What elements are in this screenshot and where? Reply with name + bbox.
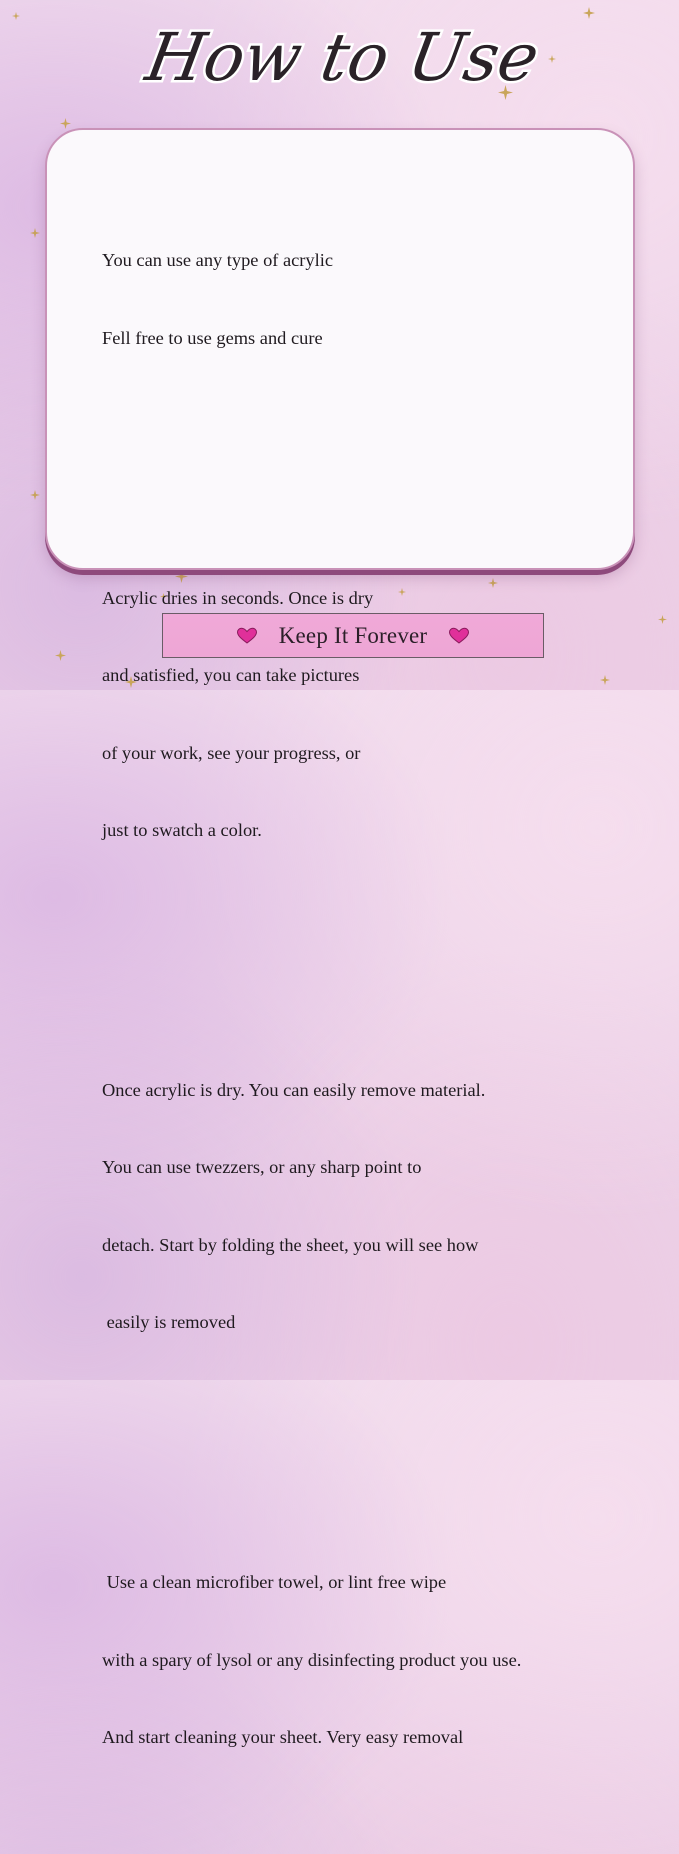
instruction-line: of your work, see your progress, or (102, 742, 361, 763)
keep-it-forever-label: Keep It Forever (278, 622, 428, 648)
instruction-line: Acrylic dries in seconds. Once is dry (102, 587, 374, 608)
instructions-text (102, 145, 623, 1854)
instruction-line: easily is removed (102, 1312, 236, 1333)
instructions-paragraph-4 (102, 1519, 623, 1803)
instruction-line: and satisfied, you can take pictures (102, 665, 360, 686)
page-title-shadow: How to Use (140, 18, 545, 96)
sparkle-icon (55, 650, 66, 661)
sparkle-icon (30, 228, 40, 238)
instruction-line: You can use twezzers, or any sharp point to (102, 1157, 422, 1178)
heart-icon (237, 628, 257, 644)
instruction-line: You can use any type of acrylic (102, 250, 334, 271)
keep-it-forever-button[interactable] (162, 613, 544, 658)
instruction-line: just to swatch a color. (102, 819, 262, 840)
heart-icon (449, 628, 469, 644)
instructions-paragraph-3 (102, 1027, 623, 1388)
instruction-line: And start cleaning your sheet. Very easy removal (102, 1727, 464, 1748)
sparkle-icon (583, 7, 595, 19)
sparkle-icon (60, 118, 71, 129)
instruction-line: detach. Start by folding the sheet, you will see how (102, 1234, 479, 1255)
instruction-line: Once acrylic is dry. You can easily remove material. (102, 1080, 486, 1101)
sparkle-icon (658, 615, 667, 624)
instruction-line: with a spary of lysol or any disinfecting product you use. (102, 1649, 522, 1670)
page-title (140, 4, 550, 104)
instruction-line: Use a clean microfiber towel, or lint free wipe (102, 1572, 447, 1593)
instructions-paragraph-2 (102, 534, 623, 895)
sparkle-icon (12, 12, 20, 20)
instruction-line: Fell free to use gems and cure (102, 327, 323, 348)
instructions-paragraph-1 (102, 197, 623, 403)
sparkle-icon (30, 490, 40, 500)
